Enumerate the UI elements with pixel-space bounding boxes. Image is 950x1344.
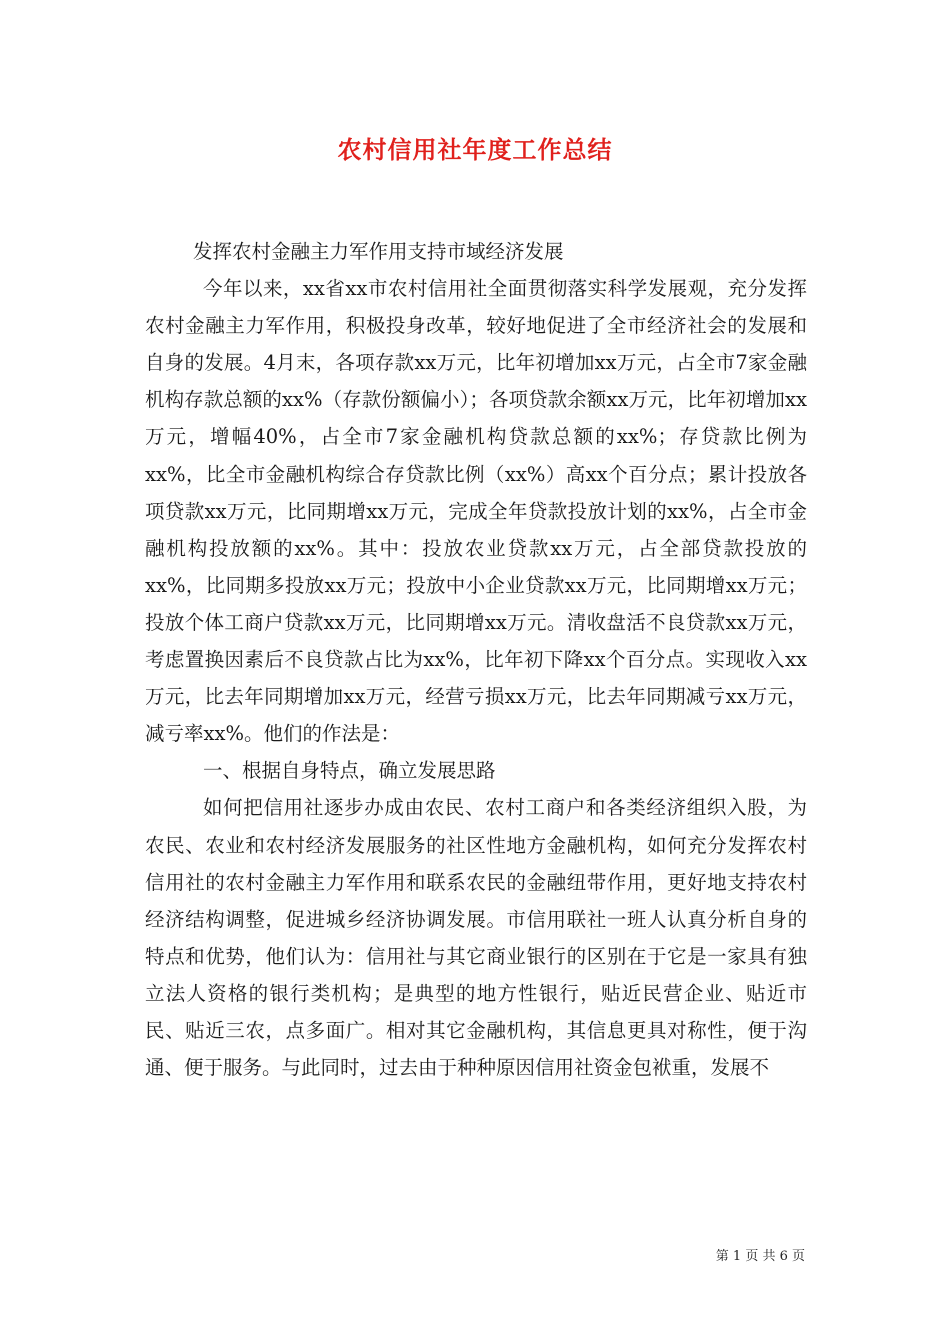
paragraph-intro: 今年以来，xx省xx市农村信用社全面贯彻落实科学发展观，充分发挥农村金融主力军作用，积极投身改革，较好地促进了全市经济社会的发展和自身的发展。4月末，各项存款xx万元，比年初增加xx万元，占全市7家金融机构存款总额的xx%（存款份额偏小）；各项贷款余额xx万元，比年初增加xx万元，增幅40%，占全市7家金融机构贷款总额的xx%；存贷款比例为xx%，比全市金融机构综合存贷款比例（xx%）高xx个百分点；累计投放各项贷款xx万元，比同期增xx万元，完成全年贷款投放计划的xx%，占全市金融机构投放额的xx%。其中：投放农业贷款xx万元，占全部贷款投放的xx%，比同期多投放xx万元；投放中小企业贷款xx万元，比同期增xx万元；投放个体工商户贷款xx万元，比同期增xx万元。清收盘活不良贷款xx万元，考虑置换因素后不良贷款占比为xx%，比年初下降xx个百分点。实现收入xx万元，比去年同期增加xx万元，经营亏损xx万元，比去年同期减亏xx万元，减亏率xx%。他们的作法是： [145, 277, 807, 746]
paragraph-section-1: 如何把信用社逐步办成由农民、农村工商户和各类经济组织入股，为农民、农业和农村经济发展服务的社区性地方金融机构，如何充分发挥农村信用社的农村金融主力军作用和联系农民的金融纽带作用，更好地支持农村经济结构调整，促进城乡经济协调发展。市信用联社一班人认真分析自身的特点和优势，他们认为：信用社与其它商业银行的区别在于它是一家具有独立法人资格的银行类机构；是典型的地方性银行，贴近民营企业、贴近市民、贴近三农，点多面广。相对其它金融机构，其信息更具对称性，便于沟通、便于服务。与此同时，过去由于种种原因信用社资金包袱重，发展不 [145, 796, 807, 1080]
document-body [145, 233, 807, 1086]
page-number: 第 1 页 共 6 页 [715, 1249, 805, 1264]
document-subtitle: 发挥农村金融主力军作用支持市域经济发展 [193, 240, 564, 263]
document-title: 农村信用社年度工作总结 [337, 136, 613, 164]
section-heading-1: 一、根据自身特点，确立发展思路 [203, 759, 496, 783]
